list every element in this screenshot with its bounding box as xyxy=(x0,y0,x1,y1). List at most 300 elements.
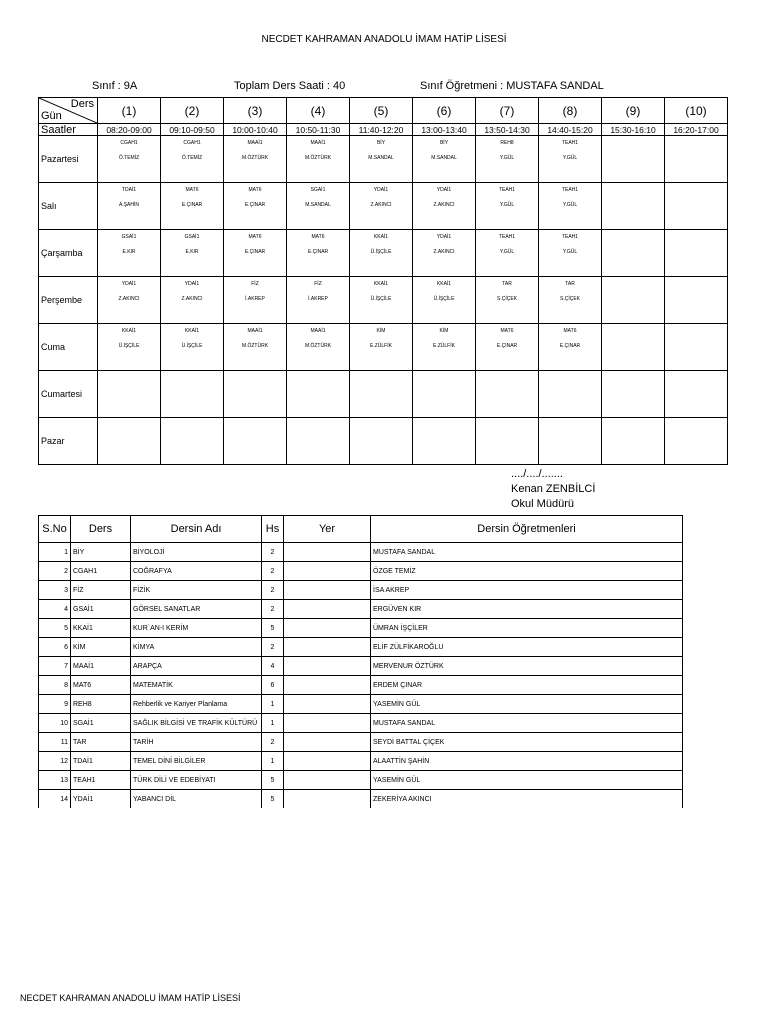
lesson-cell xyxy=(602,136,665,183)
lesson-teacher: Z.AKINCI xyxy=(433,202,455,208)
lesson-teacher: M.ÖZTÜRK xyxy=(241,155,269,161)
lesson-cell xyxy=(350,230,413,277)
course-row xyxy=(39,676,683,695)
school-title: NECDET KAHRAMAN ANADOLU İMAM HATİP LİSESİ xyxy=(261,34,507,45)
lesson-code: CGAH1 xyxy=(183,140,201,146)
lesson-cell xyxy=(350,277,413,324)
lesson-cell xyxy=(539,371,602,418)
course-name: FİZİK xyxy=(131,581,262,600)
lesson-cell xyxy=(602,418,665,465)
schedule-corner-cell xyxy=(39,98,98,124)
lesson-cell xyxy=(350,324,413,371)
lesson-code: KKAİ1 xyxy=(184,328,200,334)
course-place xyxy=(284,581,371,600)
lesson-teacher: M.SANDAL xyxy=(305,202,331,208)
course-row xyxy=(39,790,683,809)
lesson-code: YDAİ1 xyxy=(373,187,389,193)
course-number: 3 xyxy=(39,581,71,600)
day-row xyxy=(39,418,728,465)
course-number: 8 xyxy=(39,676,71,695)
course-place xyxy=(284,676,371,695)
course-name: BİYOLOJİ xyxy=(131,543,262,562)
period-time: 10:50-11:30 xyxy=(287,124,350,136)
course-column-header: Yer xyxy=(284,516,371,543)
course-teacher: MUSTAFA SANDAL xyxy=(371,543,683,562)
signature-name: Kenan ZENBİLCİ xyxy=(511,483,596,495)
footer-school-name: NECDET KAHRAMAN ANADOLU İMAM HATİP LİSESİ xyxy=(20,993,241,1003)
lesson-cell xyxy=(287,324,350,371)
course-name: YABANCI DİL xyxy=(131,790,262,809)
period-header: (10) xyxy=(665,98,728,124)
course-row xyxy=(39,695,683,714)
day-name: Cumartesi xyxy=(39,371,98,418)
lesson-teacher: Ü.İŞÇİLE xyxy=(370,296,392,302)
lesson-cell xyxy=(287,230,350,277)
course-name: KİMYA xyxy=(131,638,262,657)
course-place xyxy=(284,714,371,733)
lesson-teacher: Y.GÜL xyxy=(499,249,515,255)
weekly-schedule-table xyxy=(38,97,728,465)
course-hours: 1 xyxy=(262,714,284,733)
lesson-cell xyxy=(224,324,287,371)
period-time: 08:20-09:00 xyxy=(98,124,161,136)
lesson-code: KİM xyxy=(376,328,386,334)
lesson-teacher: M.ÖZTÜRK xyxy=(304,155,332,161)
course-number: 1 xyxy=(39,543,71,562)
time-header-row xyxy=(39,124,728,136)
lesson-teacher: Y.GÜL xyxy=(562,155,578,161)
lesson-cell xyxy=(98,324,161,371)
course-list-body xyxy=(39,543,683,809)
times-label: Saatler xyxy=(39,124,98,136)
course-code: KİM xyxy=(71,638,131,657)
lesson-teacher: E.KIR xyxy=(122,249,136,255)
lesson-cell xyxy=(98,277,161,324)
course-number: 11 xyxy=(39,733,71,752)
lesson-cell xyxy=(413,418,476,465)
course-name: GÖRSEL SANATLAR xyxy=(131,600,262,619)
course-hours: 5 xyxy=(262,619,284,638)
lesson-code: MAT6 xyxy=(563,328,577,334)
lesson-code: KKAİ1 xyxy=(373,281,389,287)
course-teacher: MUSTAFA SANDAL xyxy=(371,714,683,733)
lesson-cell xyxy=(476,230,539,277)
course-teacher: MERVENUR ÖZTÜRK xyxy=(371,657,683,676)
lesson-cell xyxy=(98,136,161,183)
day-row xyxy=(39,277,728,324)
lesson-cell xyxy=(539,277,602,324)
course-teacher: ÖZGE TEMİZ xyxy=(371,562,683,581)
lesson-code: TEAH1 xyxy=(561,234,579,240)
lesson-cell xyxy=(161,371,224,418)
course-number: 5 xyxy=(39,619,71,638)
lesson-code: YDAİ1 xyxy=(184,281,200,287)
lesson-cell xyxy=(98,371,161,418)
lesson-code: YDAİ1 xyxy=(436,187,452,193)
course-place xyxy=(284,638,371,657)
course-teacher: ERDEM ÇINAR xyxy=(371,676,683,695)
course-number: 7 xyxy=(39,657,71,676)
lesson-cell xyxy=(413,371,476,418)
course-number: 6 xyxy=(39,638,71,657)
lesson-cell xyxy=(287,371,350,418)
lesson-teacher: M.ÖZTÜRK xyxy=(241,343,269,349)
course-teacher: ALAATTİN ŞAHİN xyxy=(371,752,683,771)
course-place xyxy=(284,733,371,752)
lesson-cell xyxy=(476,277,539,324)
course-hours: 1 xyxy=(262,695,284,714)
lesson-cell xyxy=(665,371,728,418)
lesson-cell xyxy=(350,418,413,465)
period-time: 13:00-13:40 xyxy=(413,124,476,136)
course-row xyxy=(39,581,683,600)
lesson-cell xyxy=(413,136,476,183)
course-code: TDAİ1 xyxy=(71,752,131,771)
lesson-code: KİM xyxy=(439,328,449,334)
lesson-teacher: Ü.İŞÇİLE xyxy=(370,249,392,255)
course-hours: 2 xyxy=(262,600,284,619)
course-hours: 2 xyxy=(262,562,284,581)
course-name: TEMEL DİNİ BİLGİLER xyxy=(131,752,262,771)
lesson-cell xyxy=(476,136,539,183)
course-name: SAĞLIK BİLGİSİ VE TRAFİK KÜLTÜRÜ xyxy=(131,714,262,733)
lesson-code: MAAİ1 xyxy=(247,140,263,146)
course-row xyxy=(39,638,683,657)
lesson-code: TEAH1 xyxy=(561,140,579,146)
lesson-code: GSAİ1 xyxy=(121,234,137,240)
course-place xyxy=(284,752,371,771)
course-teacher: YASEMİN GÜL xyxy=(371,695,683,714)
day-name: Çarşamba xyxy=(39,230,98,277)
lesson-cell xyxy=(413,277,476,324)
course-name: Rehberlik ve Kariyer Planlama xyxy=(131,695,262,714)
lesson-cell xyxy=(161,183,224,230)
course-code: CGAH1 xyxy=(71,562,131,581)
lesson-cell xyxy=(665,277,728,324)
lesson-cell xyxy=(224,183,287,230)
lesson-code: MAT6 xyxy=(500,328,514,334)
day-name: Cuma xyxy=(39,324,98,371)
lesson-cell xyxy=(602,230,665,277)
lesson-cell xyxy=(476,371,539,418)
lesson-cell xyxy=(287,277,350,324)
signature-date: ..../..../....... xyxy=(511,468,563,480)
lesson-teacher: Ü.İŞÇİLE xyxy=(181,343,203,349)
course-number: 13 xyxy=(39,771,71,790)
lesson-teacher: E.ÇINAR xyxy=(181,202,203,208)
lesson-teacher: E.ÇINAR xyxy=(244,249,266,255)
course-row xyxy=(39,657,683,676)
lesson-code: MAT6 xyxy=(311,234,325,240)
lesson-code: TAR xyxy=(502,281,512,287)
period-header: (6) xyxy=(413,98,476,124)
course-code: BİY xyxy=(71,543,131,562)
lesson-cell xyxy=(413,230,476,277)
course-name: ARAPÇA xyxy=(131,657,262,676)
period-header: (7) xyxy=(476,98,539,124)
signature-role: Okul Müdürü xyxy=(511,498,574,510)
lesson-cell xyxy=(539,324,602,371)
lesson-code: SGAİ1 xyxy=(310,187,326,193)
course-teacher: ÜMRAN İŞÇİLER xyxy=(371,619,683,638)
course-hours: 6 xyxy=(262,676,284,695)
course-code: GSAİ1 xyxy=(71,600,131,619)
course-number: 10 xyxy=(39,714,71,733)
course-column-header: Dersin Adı xyxy=(131,516,262,543)
lesson-code: MAAİ1 xyxy=(310,328,326,334)
lesson-code: TEAH1 xyxy=(561,187,579,193)
course-row xyxy=(39,543,683,562)
lesson-code: BİY xyxy=(439,140,449,146)
lesson-cell xyxy=(161,230,224,277)
lesson-cell xyxy=(665,418,728,465)
period-time: 09:10-09:50 xyxy=(161,124,224,136)
period-header: (3) xyxy=(224,98,287,124)
course-place xyxy=(284,771,371,790)
lesson-teacher: S.ÇİÇEK xyxy=(559,296,580,302)
lesson-code: KKAİ1 xyxy=(373,234,389,240)
lesson-code: BİY xyxy=(376,140,386,146)
period-header: (1) xyxy=(98,98,161,124)
corner-ders-label: Ders xyxy=(70,98,94,110)
lesson-teacher: A.ŞAHİN xyxy=(118,202,139,208)
course-code: TEAH1 xyxy=(71,771,131,790)
lesson-teacher: Z.AKINCI xyxy=(370,202,392,208)
lesson-cell xyxy=(161,136,224,183)
course-place xyxy=(284,790,371,809)
lesson-cell xyxy=(539,230,602,277)
course-number: 4 xyxy=(39,600,71,619)
lesson-teacher: Ü.İŞÇİLE xyxy=(433,296,455,302)
lesson-teacher: Z.AKINCI xyxy=(181,296,203,302)
course-hours: 5 xyxy=(262,771,284,790)
lesson-teacher: S.ÇİÇEK xyxy=(496,296,517,302)
course-hours: 2 xyxy=(262,733,284,752)
lesson-cell xyxy=(350,371,413,418)
course-hours: 4 xyxy=(262,657,284,676)
lesson-cell xyxy=(602,183,665,230)
course-row xyxy=(39,619,683,638)
course-column-header: Dersin Öğretmenleri xyxy=(371,516,683,543)
lesson-cell xyxy=(287,136,350,183)
lesson-cell xyxy=(665,324,728,371)
lesson-teacher: Y.GÜL xyxy=(499,202,515,208)
course-place xyxy=(284,543,371,562)
lesson-teacher: E.ZÜLFİK xyxy=(370,343,392,349)
course-column-header: S.No xyxy=(39,516,71,543)
course-column-header: Ders xyxy=(71,516,131,543)
course-number: 9 xyxy=(39,695,71,714)
lesson-code: CGAH1 xyxy=(120,140,138,146)
course-row xyxy=(39,600,683,619)
lesson-teacher: Ü.İŞÇİLE xyxy=(118,343,140,349)
day-name: Pazartesi xyxy=(39,136,98,183)
course-name: KUR`AN-I KERİM xyxy=(131,619,262,638)
course-header-row xyxy=(39,516,683,543)
lesson-teacher: Z.AKINCI xyxy=(433,249,455,255)
lesson-teacher: İ.AKREP xyxy=(245,296,265,302)
course-code: YDAİ1 xyxy=(71,790,131,809)
course-teacher: ERGÜVEN KIR xyxy=(371,600,683,619)
course-code: REH8 xyxy=(71,695,131,714)
lesson-teacher: Y.GÜL xyxy=(499,155,515,161)
course-number: 14 xyxy=(39,790,71,809)
lesson-cell xyxy=(539,183,602,230)
day-row xyxy=(39,371,728,418)
lesson-cell xyxy=(287,418,350,465)
course-place xyxy=(284,600,371,619)
lesson-cell xyxy=(98,230,161,277)
lesson-code: MAT6 xyxy=(248,187,262,193)
period-header: (5) xyxy=(350,98,413,124)
lesson-code: MAAİ1 xyxy=(310,140,326,146)
lesson-code: KKAİ1 xyxy=(436,281,452,287)
course-code: KKAİ1 xyxy=(71,619,131,638)
course-hours: 2 xyxy=(262,543,284,562)
period-time: 13:50-14:30 xyxy=(476,124,539,136)
schedule-body xyxy=(39,136,728,465)
period-header: (8) xyxy=(539,98,602,124)
class-info: Sınıf : 9A xyxy=(92,80,138,92)
course-hours: 2 xyxy=(262,638,284,657)
lesson-teacher: M.SANDAL xyxy=(431,155,457,161)
course-code: SGAİ1 xyxy=(71,714,131,733)
course-name: TÜRK DİLİ VE EDEBİYATI xyxy=(131,771,262,790)
lesson-cell xyxy=(665,230,728,277)
lesson-code: KKAİ1 xyxy=(121,328,137,334)
course-code: MAT6 xyxy=(71,676,131,695)
course-code: FİZ xyxy=(71,581,131,600)
course-name: TARİH xyxy=(131,733,262,752)
lesson-cell xyxy=(539,136,602,183)
lesson-cell xyxy=(350,183,413,230)
total-hours-info: Toplam Ders Saati : 40 xyxy=(234,80,346,92)
lesson-teacher: E.ÇINAR xyxy=(559,343,581,349)
lesson-code: FİZ xyxy=(314,281,322,287)
lesson-teacher: E.ÇINAR xyxy=(307,249,329,255)
day-row xyxy=(39,230,728,277)
course-teacher: YASEMİN GÜL xyxy=(371,771,683,790)
lesson-cell xyxy=(224,277,287,324)
course-row xyxy=(39,714,683,733)
lesson-teacher: Y.GÜL xyxy=(562,249,578,255)
period-time: 16:20-17:00 xyxy=(665,124,728,136)
period-time: 15:30-16:10 xyxy=(602,124,665,136)
lesson-cell xyxy=(413,183,476,230)
course-number: 12 xyxy=(39,752,71,771)
period-header: (4) xyxy=(287,98,350,124)
period-time: 11:40-12:20 xyxy=(350,124,413,136)
lesson-cell xyxy=(224,371,287,418)
course-place xyxy=(284,695,371,714)
lesson-code: MAT6 xyxy=(185,187,199,193)
lesson-cell xyxy=(476,324,539,371)
lesson-teacher: E.ZÜLFİK xyxy=(433,343,455,349)
course-name: COĞRAFYA xyxy=(131,562,262,581)
course-hours: 1 xyxy=(262,752,284,771)
lesson-cell xyxy=(413,324,476,371)
course-place xyxy=(284,619,371,638)
lesson-code: MAT6 xyxy=(248,234,262,240)
lesson-code: YDAİ1 xyxy=(436,234,452,240)
course-list-table xyxy=(38,515,683,808)
course-code: MAAİ1 xyxy=(71,657,131,676)
lesson-code: TAR xyxy=(565,281,575,287)
lesson-cell xyxy=(665,183,728,230)
lesson-cell xyxy=(350,136,413,183)
period-time: 10:00-10:40 xyxy=(224,124,287,136)
lesson-cell xyxy=(602,371,665,418)
lesson-teacher: İ.AKREP xyxy=(308,296,328,302)
lesson-code: FİZ xyxy=(251,281,259,287)
lesson-cell xyxy=(665,136,728,183)
day-name: Pazar xyxy=(39,418,98,465)
lesson-code: YDAİ1 xyxy=(121,281,137,287)
lesson-cell xyxy=(98,418,161,465)
lesson-cell xyxy=(224,418,287,465)
lesson-teacher: E.ÇINAR xyxy=(244,202,266,208)
course-name: MATEMATİK xyxy=(131,676,262,695)
lesson-teacher: E.ÇINAR xyxy=(496,343,518,349)
lesson-code: GSAİ1 xyxy=(184,234,200,240)
period-header-row xyxy=(39,98,728,124)
course-row xyxy=(39,771,683,790)
lesson-code: TEAH1 xyxy=(498,234,516,240)
day-name: Perşembe xyxy=(39,277,98,324)
lesson-code: MAAİ1 xyxy=(247,328,263,334)
lesson-code: REH8 xyxy=(500,140,514,146)
course-row xyxy=(39,562,683,581)
lesson-teacher: Ö.TEMİZ xyxy=(118,155,140,161)
course-code: TAR xyxy=(71,733,131,752)
period-time: 14:40-15:20 xyxy=(539,124,602,136)
lesson-teacher: E.KIR xyxy=(185,249,199,255)
day-row xyxy=(39,136,728,183)
lesson-cell xyxy=(224,230,287,277)
course-number: 2 xyxy=(39,562,71,581)
course-hours: 2 xyxy=(262,581,284,600)
lesson-cell xyxy=(287,183,350,230)
course-hours: 5 xyxy=(262,790,284,809)
course-row xyxy=(39,733,683,752)
course-teacher: SEYDİ BATTAL ÇİÇEK xyxy=(371,733,683,752)
day-row xyxy=(39,183,728,230)
course-teacher: ZEKERİYA AKINCI xyxy=(371,790,683,809)
lesson-teacher: Y.GÜL xyxy=(562,202,578,208)
lesson-cell xyxy=(476,183,539,230)
lesson-cell xyxy=(602,277,665,324)
lesson-code: TDAİ1 xyxy=(121,187,137,193)
course-place xyxy=(284,657,371,676)
lesson-teacher: Ö.TEMİZ xyxy=(181,155,203,161)
lesson-teacher: Z.AKINCI xyxy=(118,296,140,302)
lesson-teacher: M.ÖZTÜRK xyxy=(304,343,332,349)
lesson-cell xyxy=(476,418,539,465)
lesson-cell xyxy=(539,418,602,465)
period-header: (9) xyxy=(602,98,665,124)
lesson-code: TEAH1 xyxy=(498,187,516,193)
lesson-cell xyxy=(161,418,224,465)
course-row xyxy=(39,752,683,771)
lesson-cell xyxy=(224,136,287,183)
course-teacher: ELİF ZÜLFİKAROĞLU xyxy=(371,638,683,657)
lesson-cell xyxy=(602,324,665,371)
lesson-cell xyxy=(161,277,224,324)
lesson-teacher: M.SANDAL xyxy=(368,155,394,161)
course-column-header: Hs xyxy=(262,516,284,543)
course-place xyxy=(284,562,371,581)
corner-gun-label: Gün xyxy=(41,110,62,122)
